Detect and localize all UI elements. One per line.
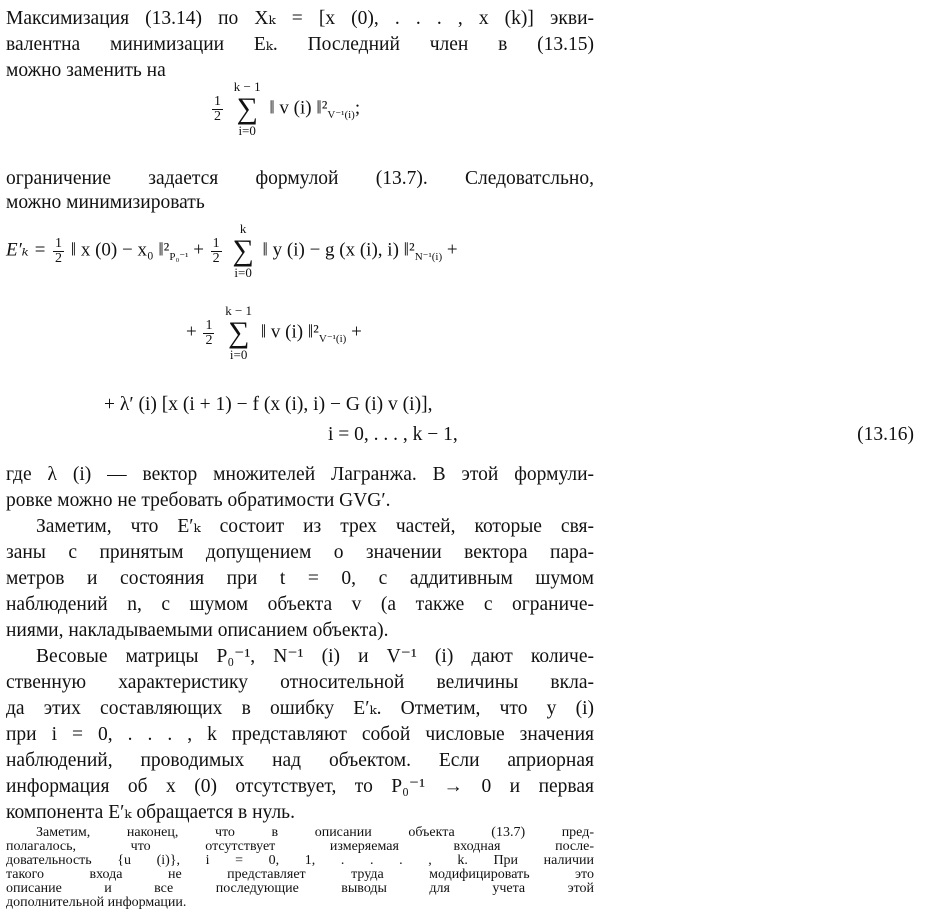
norm-subscript: P₀⁻¹ xyxy=(169,251,189,264)
text-line: довательность {u (i)}, i = 0, 1, . . . , k. При наличии xyxy=(6,853,594,868)
text-line: такого входа не представляет труда модифицировать это xyxy=(6,867,594,882)
text-line: описание и все последующие выводы для учета этой xyxy=(6,881,594,896)
equation-row-2 xyxy=(186,304,362,362)
equation-body: ‖ v (i) ‖² xyxy=(269,97,328,119)
equation-number: (13.16) xyxy=(857,424,914,445)
text-line: Заметим, наконец, что в описании объекта (13.7) пред- xyxy=(36,825,594,840)
fraction: $\frac{1}{2}$ xyxy=(212,235,220,266)
fraction: $\frac{1}{2}$ xyxy=(205,317,213,348)
equation-lhs: E′ₖ = xyxy=(6,239,47,261)
text-line: дополнительной информации. xyxy=(6,895,187,910)
text-line: где λ (i) — вектор множителей Лагранжа. В этой формули- xyxy=(6,464,594,485)
summation: k − 1 ∑ i=0 xyxy=(225,303,253,362)
equation-row-4 xyxy=(0,422,928,448)
equation-sum-v xyxy=(210,80,360,138)
text-line: наблюдений, проводимых над объектом. Если априорная xyxy=(6,750,594,771)
text-line: Максимизация (13.14) по Xₖ = [x (0), . . . , x (k)] экви- xyxy=(6,8,594,29)
summation: k ∑ i=0 xyxy=(232,221,254,280)
equation-punct: ; xyxy=(354,97,361,119)
equation-plus: + xyxy=(186,321,197,343)
norm-subscript: V⁻¹(i) xyxy=(318,333,347,346)
text-line: заны с принятым допущением о значении вектора пара- xyxy=(6,542,594,563)
text-line: при i = 0, . . . , k представляют собой числовые значения xyxy=(6,724,594,745)
text-line: ниями, накладываемыми описанием объекта). xyxy=(6,620,389,641)
text-line: компонента E′ₖ обращается в нуль. xyxy=(6,802,295,823)
norm-subscript: V⁻¹(i) xyxy=(327,109,355,122)
text-line: наблюдений n, с шумом объекта v (а также с ограниче- xyxy=(6,594,594,615)
text-line: ственную характеристику относительной величины вкла- xyxy=(6,672,594,693)
text-line: валентна минимизации Eₖ. Последний член в (13.15) xyxy=(6,34,594,55)
equation-row-1 xyxy=(6,222,458,280)
equation-term: ‖ y (i) − g (x (i), i) ‖² xyxy=(262,239,415,261)
equation-plus: + xyxy=(351,321,362,343)
equation-term: ‖ v (i) ‖² xyxy=(260,321,319,343)
text-line: полагалось, что отсутствует измеряемая входная после- xyxy=(6,839,594,854)
equation-plus: + xyxy=(446,239,458,261)
equation-row-3: + λ′ (i) [x (i + 1) − f (x (i), i) − G (i) v (i)], xyxy=(104,394,433,415)
text-line: информация об x (0) отсутствует, то P₀⁻¹ → 0 и первая xyxy=(6,776,594,797)
text-line: метров и состояния при t = 0, с аддитивным шумом xyxy=(6,568,594,589)
text-line: да этих составляющих в ошибку E′ₖ. Отметим, что y (i) xyxy=(6,698,594,719)
text-line: Весовые матрицы P₀⁻¹, N⁻¹ (i) и V⁻¹ (i) дают количе- xyxy=(36,646,594,667)
text-line: ровке можно не требовать обратимости GVG′. xyxy=(6,490,391,511)
equation-plus: + xyxy=(193,239,204,261)
text-line: можно минимизировать xyxy=(6,192,205,213)
fraction: $\frac{1}{2}$ xyxy=(214,93,221,124)
summation: k − 1 ∑ i=0 xyxy=(233,79,261,138)
equation-index-range: i = 0, . . . , k − 1, xyxy=(328,424,458,445)
equation-term: ‖ x (0) − x₀ ‖² xyxy=(70,239,170,261)
fraction: $\frac{1}{2}$ xyxy=(55,235,63,266)
text-line: можно заменить на xyxy=(6,60,166,81)
text-line: ограничение задается формулой (13.7). Следоватсльно, xyxy=(6,168,594,189)
norm-subscript: N⁻¹(i) xyxy=(414,251,443,264)
text-line: Заметим, что E′ₖ состоит из трех частей, которые свя- xyxy=(36,516,594,537)
